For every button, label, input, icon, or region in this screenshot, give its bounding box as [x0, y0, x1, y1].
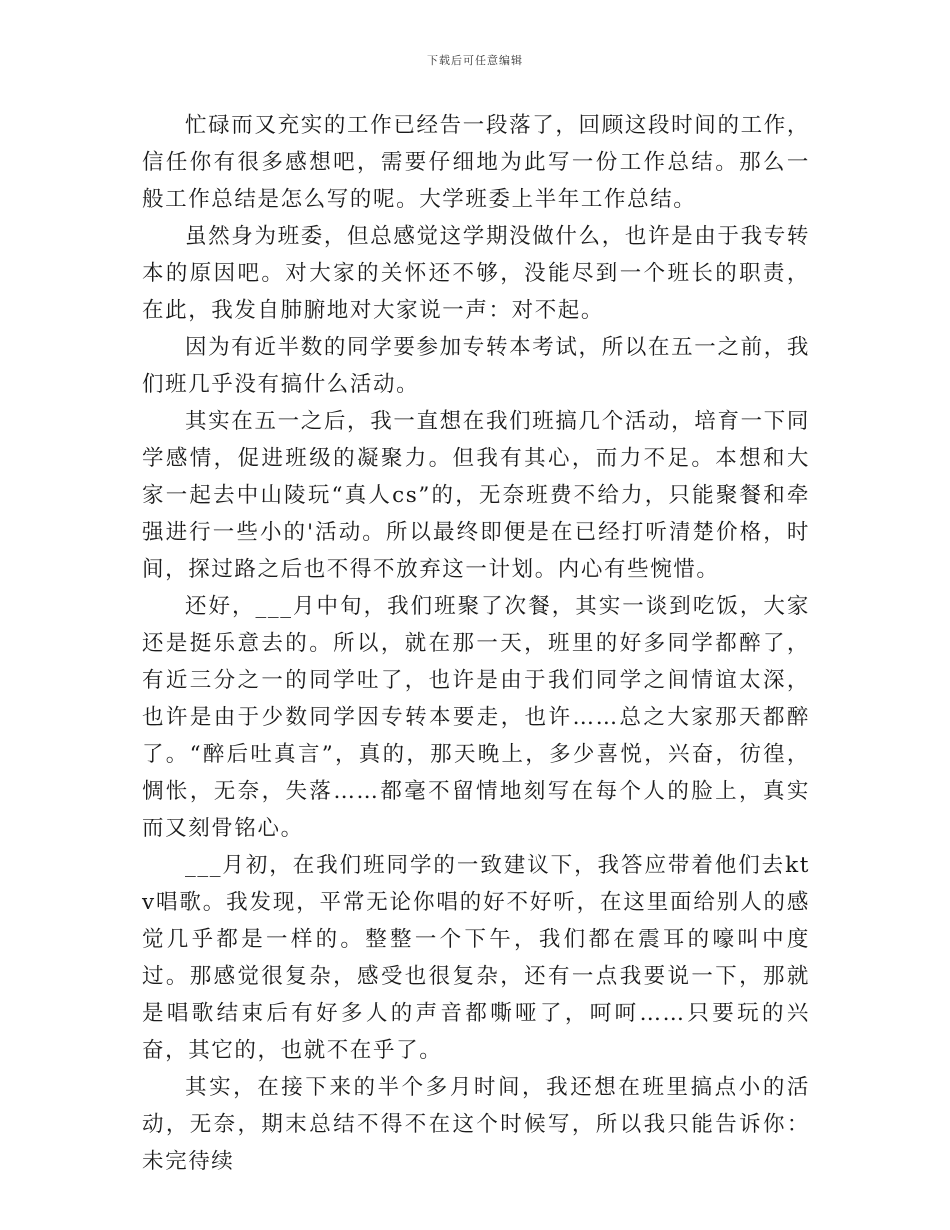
paragraph-3: 因为有近半数的同学要参加专转本考试，所以在五一之前，我们班几乎没有搞什么活动。 [142, 335, 810, 397]
paragraph-7: 其实，在接下来的半个多月时间，我还想在班里搞点小的活动，无奈，期末总结不得不在这个时候写，所以我只能告诉你：未完待续 [142, 1075, 810, 1174]
paragraph-5: 还好，___月中旬，我们班聚了次餐，其实一谈到吃饭，大家还是挺乐意去的。所以，就在那一天，班里的好多同学都醉了，有近三分之一的同学吐了，也许是由于我们同学之间情谊太深，也许是由于少数同学因专转本要走，也许……总之大家那天都醉了。“醉后吐真言”，真的，那天晚上，多少喜悦，兴奋，彷徨，惆怅，无奈，失落……都毫不留情地刻写在每个人的脸上，真实而又刻骨铭心。 [142, 594, 810, 841]
page-header: 下载后可任意编辑 [427, 54, 523, 67]
document-body [142, 107, 810, 1180]
paragraph-1: 忙碌而又充实的工作已经告一段落了，回顾这段时间的工作，信任你有很多感想吧，需要仔细地为此写一份工作总结。那么一般工作总结是怎么写的呢。大学班委上半年工作总结。 [142, 113, 810, 212]
paragraph-2: 虽然身为班委，但总感觉这学期没做什么，也许是由于我专转本的原因吧。对大家的关怀还不够，没能尽到一个班长的职责，在此，我发自肺腑地对大家说一声：对不起。 [142, 224, 810, 323]
paragraph-4: 其实在五一之后，我一直想在我们班搞几个活动，培育一下同学感情，促进班级的凝聚力。但我有其心，而力不足。本想和大家一起去中山陵玩“真人cs”的，无奈班费不给力，只能聚餐和牵强进行一些小的'活动。所以最终即便是在已经打听清楚价格，时间，探过路之后也不得不放弃这一计划。内心有些惋惜。 [142, 409, 810, 582]
paragraph-6: ___月初，在我们班同学的一致建议下，我答应带着他们去ktv唱歌。我发现，平常无论你唱的好不好听，在这里面给别人的感觉几乎都是一样的。整整一个下午，我们都在震耳的嚎叫中度过。那感觉很复杂，感受也很复杂，还有一点我要说一下，那就是唱歌结束后有好多人的声音都嘶哑了，呵呵……只要玩的兴奋，其它的，也就不在乎了。 [142, 853, 810, 1063]
